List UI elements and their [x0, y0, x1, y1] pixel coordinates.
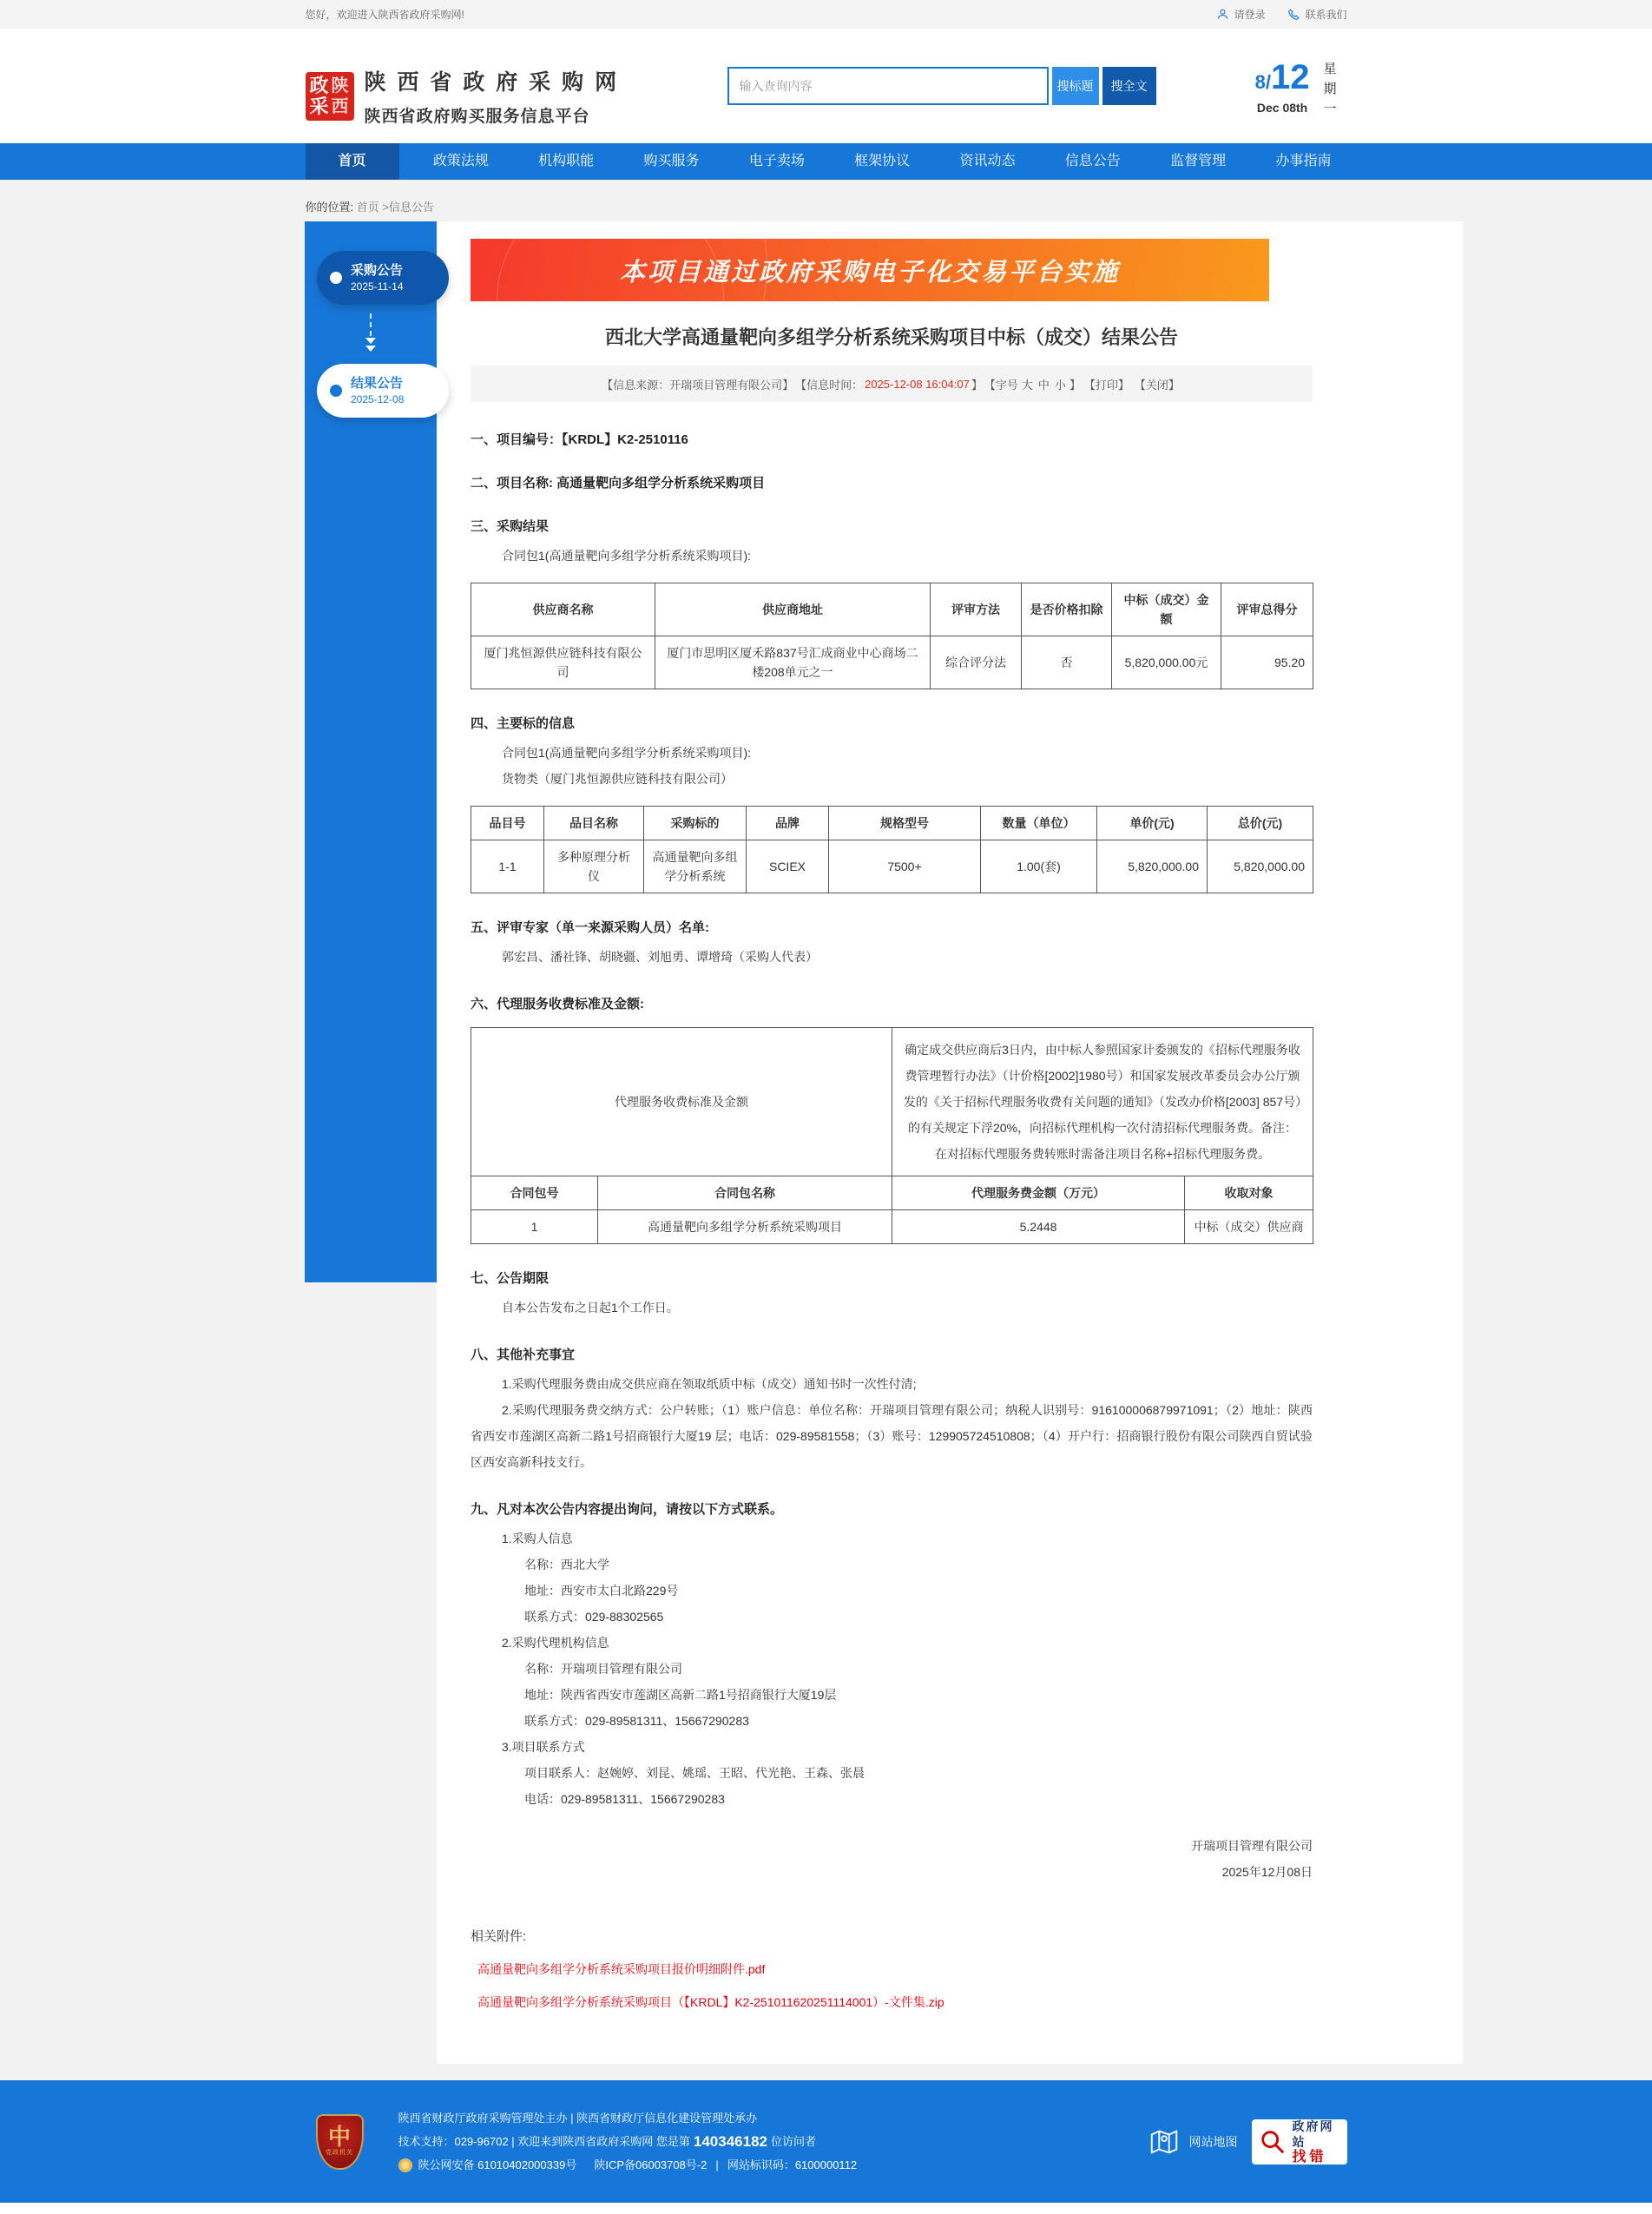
site-code: 网站标识码：6100000112 [727, 2158, 858, 2171]
nav-item-functions[interactable]: 机构职能 [538, 154, 595, 168]
error-badge-title: 政府网站 [1292, 2118, 1334, 2149]
item-number: 1-1 [471, 840, 544, 893]
gov-site-error-report-badge[interactable] [1252, 2119, 1347, 2165]
sitemap-label: 网站地图 [1188, 2134, 1238, 2149]
result-table [471, 583, 1313, 689]
announcement-timeline-sidebar [305, 221, 437, 1282]
public-security-badge-icon [398, 2158, 412, 2172]
logo-char: 政 [309, 74, 329, 96]
announcement-card [437, 221, 1463, 2064]
breadcrumb-current[interactable]: 信息公告 [388, 201, 434, 214]
supplement-item-2: 2.采购代理服务费交纳方式：公户转账；（1）账户信息：单位名称：开瑞项目管理有限公司；纳税人识别号：916100006879971091；（2）地址：陕西省西安市莲湖区高新二路1号招商银行大厦19 层；电话：029-89581558；（3）账号：129905724510808；（4）开户行：招商银行股份有限公司陕西自贸试验区西安高新科技支行。 [471, 1403, 1313, 1469]
font-size-large-button[interactable]: 大 [1021, 378, 1033, 392]
footer-organizer-line: 陕西省财政厅政府采购管理处主办 | 陕西省财政厅信息化建设管理处承办 [398, 2111, 758, 2125]
agency-fee-table [471, 1027, 1313, 1244]
close-button[interactable]: 【关闭】 [1134, 378, 1180, 392]
supplement-item-1: 1.采购代理服务费由成交供应商在领取纸质中标（成交）通知书时一次性付清; [502, 1377, 917, 1391]
timeline-step-result-announcement[interactable] [317, 364, 449, 418]
col-header: 品牌 [747, 807, 829, 840]
section-2-project-name: 二、项目名称: 高通量靶向多组学分析系统采购项目 [471, 476, 766, 491]
timeline-step-date: 2025-11-14 [351, 280, 404, 293]
model: 7500+ [829, 840, 981, 893]
site-footer [0, 2080, 1652, 2203]
sitemap-link[interactable] [1148, 2125, 1238, 2158]
col-header: 收取对象 [1185, 1176, 1313, 1210]
site-header [0, 29, 1652, 143]
attachments-label: 相关附件: [471, 1929, 527, 1944]
col-header: 供应商名称 [471, 583, 655, 636]
government-emblem-icon [316, 2114, 364, 2170]
fee-standard-label: 代理服务收费标准及金额 [471, 1028, 892, 1176]
result-table-header-row [471, 583, 1313, 636]
breadcrumb-prefix: 你的位置: [305, 201, 354, 214]
col-header: 采购标的 [644, 807, 747, 840]
date-weekday: 星期一 [1321, 62, 1337, 122]
search-bar [727, 67, 1156, 105]
fee-table-header-row [471, 1176, 1313, 1210]
agency-name: 名称：开瑞项目管理有限公司 [524, 1662, 682, 1676]
review-method: 综合评分法 [931, 636, 1022, 689]
col-header: 规格型号 [829, 807, 981, 840]
search-fulltext-button[interactable]: 搜全文 [1102, 67, 1156, 105]
buyer-name: 名称：西北大学 [524, 1558, 609, 1572]
announcement-period: 自本公告发布之日起1个工作日。 [502, 1301, 679, 1315]
col-header: 数量（单位） [981, 807, 1097, 840]
section-4-heading: 四、主要标的信息 [471, 716, 576, 731]
fee-table-row [471, 1210, 1313, 1244]
fee-standard-description: 确定成交供应商后3日内，由中标人参照国家计委颁发的《招标代理服务收费管理暂行办法》（计价格[2002]1980号）和国家发展改革委员会办公厅颁发的《关于招标代理服务收费有关问题的通知》（发改办价格[2003] 857号）的有关规定下浮20%，向招标代理机构一次付清招标代理服务费。备注：在对招标代理服务费转账时需备注项目名称+招标代理服务费。 [892, 1028, 1313, 1176]
logo-char: 采 [309, 95, 329, 117]
col-header: 评审方法 [931, 583, 1022, 636]
search-input[interactable] [727, 67, 1049, 105]
nav-item-supervision[interactable]: 监督管理 [1170, 154, 1227, 168]
col-header: 总价(元) [1208, 807, 1313, 840]
supplier-address: 厦门市思明区厦禾路837号汇成商业中心商场二楼208单元之一 [655, 636, 931, 689]
welcome-text: 您好，欢迎进入陕西省政府采购网! [305, 8, 464, 21]
article-meta-bar [471, 366, 1313, 402]
meta-time-prefix: 【信息时间： [795, 378, 864, 392]
package-name: 高通量靶向多组学分析系统采购项目 [598, 1210, 892, 1244]
meta-time-value: 2025-12-08 16:04:07 [865, 377, 970, 391]
footer-registration-line [398, 2158, 858, 2173]
top-utility-bar [0, 0, 1652, 29]
timeline-dot [330, 272, 342, 284]
item-name: 多种原理分析仪 [544, 840, 644, 893]
section-8-heading: 八、其他补充事宜 [471, 1348, 576, 1362]
meta-time-suffix: 】 [971, 378, 983, 392]
fee-standard-row [471, 1028, 1313, 1176]
contact-label: 联系我们 [1305, 8, 1347, 21]
public-security-filing-link[interactable]: 陕公网安备 61010402000339号 [418, 2158, 577, 2171]
magnifier-icon [1259, 2128, 1287, 2156]
nav-item-news[interactable]: 资讯动态 [959, 154, 1016, 168]
result-table-row [471, 636, 1313, 689]
error-badge-action: 找错 [1292, 2149, 1327, 2165]
contact-link[interactable] [1287, 7, 1346, 22]
meta-fontsize-prefix: 【字号 [984, 378, 1018, 392]
meta-fontsize-suffix: 】 [1069, 378, 1081, 392]
nav-item-purchase-services[interactable]: 购买服务 [643, 154, 700, 168]
section-1-project-number: 一、项目编号：【KRDL】K2-2510116 [471, 432, 688, 447]
signature-organization: 开瑞项目管理有限公司 [1191, 1839, 1313, 1853]
section-5-experts-heading: 五、评审专家（单一来源采购人员）名单: [471, 920, 709, 935]
timeline-step-procurement-announcement[interactable] [317, 251, 449, 305]
col-header: 合同包名称 [598, 1176, 892, 1210]
section-3-package: 合同包1(高通量靶向多组学分析系统采购项目): [502, 549, 751, 563]
items-table-row [471, 840, 1313, 893]
breadcrumb [306, 198, 1347, 214]
review-score: 95.20 [1221, 636, 1313, 689]
section-3-result-heading: 三、采购结果 [471, 519, 550, 534]
breadcrumb-band [0, 180, 1652, 221]
buyer-info-title: 1.采购人信息 [502, 1532, 573, 1545]
total-price: 5,820,000.00 [1208, 840, 1313, 893]
footer-support-line [398, 2134, 858, 2150]
col-header: 合同包号 [471, 1176, 598, 1210]
phone-icon [1287, 8, 1300, 21]
col-header: 供应商地址 [655, 583, 931, 636]
agency-contact: 联系方式：029-89581311、15667290283 [524, 1714, 749, 1728]
section-6-agency-fee-heading: 六、代理服务收费标准及金额: [471, 997, 644, 1011]
font-size-medium-button[interactable]: 中 [1037, 378, 1050, 392]
attachment-pdf-link[interactable]: 高通量靶向多组学分析系统采购项目报价明细附件.pdf [477, 1962, 766, 1976]
col-header: 代理服务费金额（万元） [892, 1176, 1185, 1210]
timeline-step-label: 采购公告 [351, 263, 404, 278]
date-slash: / [1265, 71, 1271, 93]
items-table [471, 806, 1313, 893]
date-widget [1255, 58, 1339, 122]
date-day: 12 [1271, 58, 1310, 96]
agency-info-title: 2.采购代理机构信息 [502, 1636, 609, 1650]
package-number: 1 [471, 1210, 598, 1244]
buyer-contact: 联系方式：029-88302565 [524, 1610, 664, 1624]
fee-amount: 5.2448 [892, 1210, 1185, 1244]
footer-divider: | [715, 2158, 719, 2171]
col-header: 品目名称 [544, 807, 644, 840]
buyer-address: 地址：西安市太白北路229号 [524, 1584, 679, 1598]
meta-source: 【信息来源：开瑞项目管理有限公司】 [602, 378, 794, 392]
unit-price: 5,820,000.00 [1097, 840, 1208, 893]
section-4-category: 货物类（厦门兆恒源供应链科技有限公司） [502, 772, 733, 786]
agency-address: 地址：陕西省西安市莲湖区高新二路1号招商银行大厦19层 [524, 1688, 837, 1702]
section-9-heading: 九、凡对本次公告内容提出询问，请按以下方式联系。 [471, 1502, 784, 1517]
main-nav [0, 143, 1652, 180]
site-brand[interactable] [306, 65, 620, 127]
timeline-step-date: 2025-12-08 [351, 393, 405, 405]
search-title-button[interactable]: 搜标题 [1052, 67, 1099, 105]
print-button[interactable]: 【打印】 [1083, 378, 1129, 392]
fee-payer: 中标（成交）供应商 [1185, 1210, 1313, 1244]
site-subtitle: 陕西省政府购买服务信息平台 [364, 108, 590, 126]
logo-char: 陕 [331, 76, 349, 96]
date-month: 8 [1254, 71, 1266, 93]
nav-item-framework-agreements[interactable]: 框架协议 [854, 154, 911, 168]
emblem-caption: 党政机关 [326, 2150, 353, 2156]
breadcrumb-home[interactable]: 首页 [356, 201, 379, 214]
font-size-small-button[interactable]: 小 [1054, 378, 1066, 392]
col-header: 评审总得分 [1221, 583, 1313, 636]
visitor-count: 140346182 [693, 2132, 767, 2150]
site-title: 陕 西 省 政 府 采 购 网 [364, 70, 620, 95]
col-header: 是否价格扣除 [1022, 583, 1112, 636]
items-table-header-row [471, 807, 1313, 840]
supplier-name: 厦门兆恒源供应链科技有限公司 [471, 636, 655, 689]
signature-date: 2025年12月08日 [1221, 1865, 1313, 1879]
project-phone: 电话：029-89581311、15667290283 [524, 1792, 725, 1806]
icp-filing-link[interactable]: 陕ICP备06003708号-2 [594, 2158, 708, 2171]
timeline-step-label: 结果公告 [351, 376, 404, 391]
expert-names: 郭宏昌、潘社锋、胡晓疆、刘旭勇、谭增琦（采购人代表） [502, 950, 818, 964]
nav-item-home[interactable]: 首页 [306, 143, 399, 180]
col-header: 中标（成交）金额 [1112, 583, 1221, 636]
procurement-target: 高通量靶向多组学分析系统 [644, 840, 747, 893]
col-header: 单价(元) [1097, 807, 1208, 840]
site-logo [306, 72, 354, 121]
breadcrumb-separator: > [382, 201, 389, 214]
timeline-dot [330, 385, 342, 397]
user-icon [1216, 8, 1229, 21]
login-link[interactable] [1216, 7, 1265, 22]
nav-item-policies[interactable]: 政策法规 [432, 154, 489, 168]
section-4-package: 合同包1(高通量靶向多组学分析系统采购项目): [502, 746, 751, 760]
login-label: 请登录 [1234, 8, 1266, 21]
timeline-arrow-down-icon [365, 313, 377, 359]
nav-item-e-marketplace[interactable]: 电子卖场 [748, 154, 805, 168]
main-area [0, 221, 1652, 2080]
nav-item-service-guide[interactable]: 办事指南 [1275, 154, 1332, 168]
logo-char: 西 [331, 96, 349, 116]
quantity: 1.00(套) [981, 840, 1097, 893]
map-icon [1148, 2125, 1181, 2158]
project-contact-title: 3.项目联系方式 [502, 1740, 585, 1754]
project-contacts: 项目联系人：赵婉婷、刘昆、姚瑶、王昭、代光艳、王森、张晨 [524, 1766, 865, 1780]
attachment-zip-link[interactable]: 高通量靶向多组学分析系统采购项目（【KRDL】K2-251011620251114001）-文件集.zip [477, 1995, 944, 2009]
col-header: 品目号 [471, 807, 544, 840]
award-amount: 5,820,000.00元 [1112, 636, 1221, 689]
footer-support-prefix: 技术支持：029-96702 | 欢迎来到陕西省政府采购网 您是第 [398, 2134, 690, 2148]
platform-banner: 本项目通过政府采购电子化交易平台实施 [471, 239, 1269, 301]
emblem-symbol: 中 [327, 2125, 351, 2150]
nav-item-announcements[interactable]: 信息公告 [1064, 154, 1121, 168]
brand: SCIEX [747, 840, 829, 893]
footer-support-suffix: 位访问者 [770, 2134, 816, 2148]
section-7-heading: 七、公告期限 [471, 1271, 550, 1286]
date-english: Dec 08th [1256, 101, 1308, 115]
price-deduction: 否 [1022, 636, 1112, 689]
announcement-title: 西北大学高通量靶向多组学分析系统采购项目中标（成交）结果公告 [604, 326, 1178, 348]
